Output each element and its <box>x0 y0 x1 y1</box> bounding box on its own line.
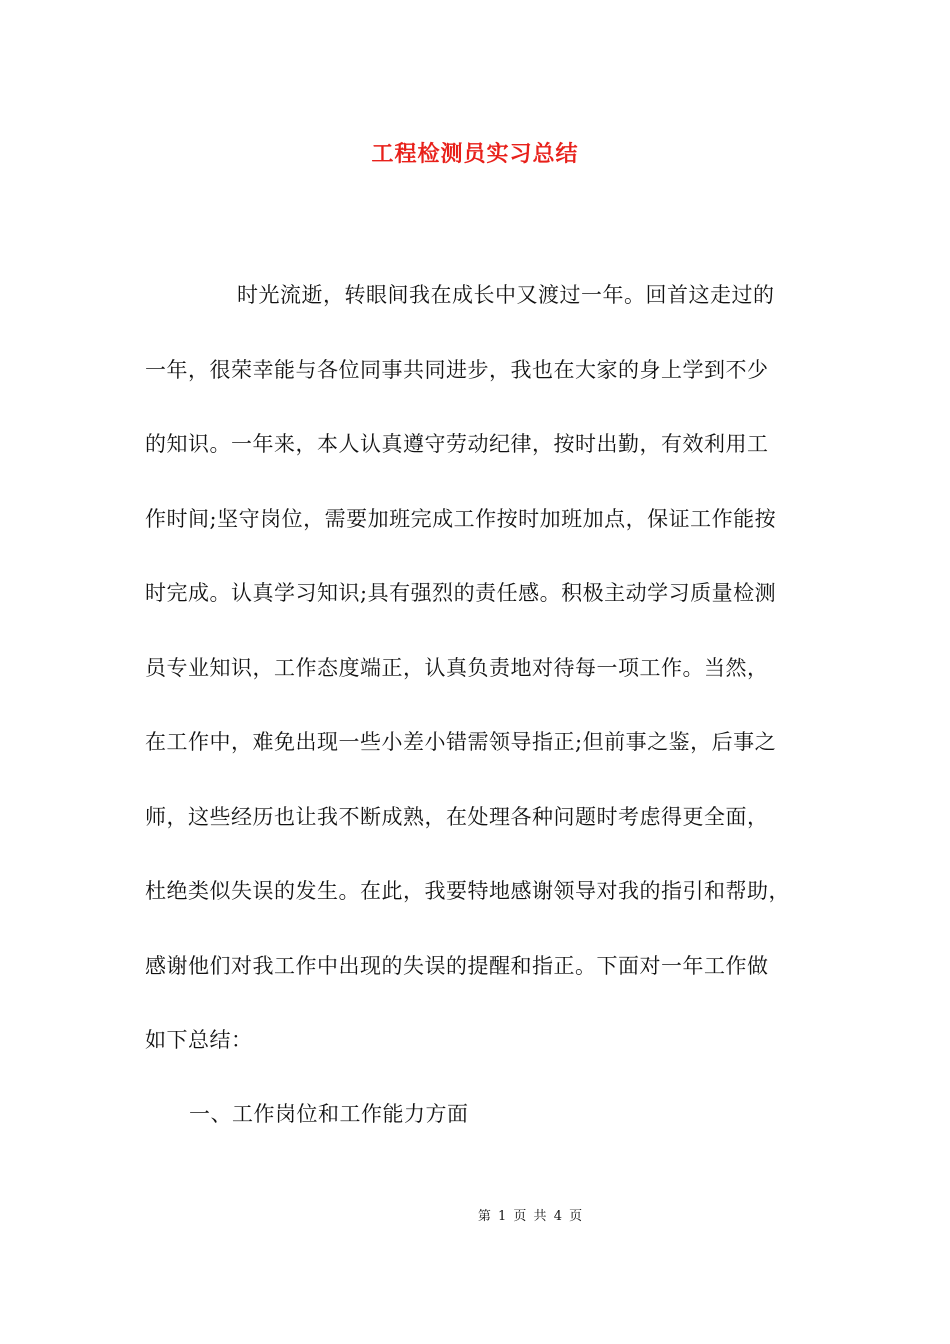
paragraph-line: 的知识。一年来，本人认真遵守劳动纪律，按时出勤，有效利用工 <box>145 432 769 456</box>
paragraph-line: 杜绝类似失误的发生。在此，我要特地感谢领导对我的指引和帮助， <box>145 879 790 903</box>
body-paragraph <box>145 275 835 1095</box>
page-number-footer: 第 1 页 共 4 页 <box>477 1209 583 1224</box>
paragraph-line: 感谢他们对我工作中出现的失误的提醒和指正。下面对一年工作做 <box>145 953 769 978</box>
paragraph-line: 时完成。认真学习知识;具有强烈的责任感。积极主动学习质量检测 <box>145 581 777 605</box>
paragraph-line: 如下总结： <box>145 1028 253 1052</box>
paragraph-line: 时光流逝，转眼间我在成长中又渡过一年。回首这走过的 <box>237 283 775 307</box>
section-heading: 一、工作岗位和工作能力方面 <box>189 1102 469 1126</box>
document-title: 工程检测员实习总结 <box>371 141 579 167</box>
paragraph-line: 师，这些经历也让我不断成熟，在处理各种问题时考虑得更全面， <box>145 804 769 829</box>
paragraph-line: 作时间;坚守岗位，需要加班完成工作按时加班加点，保证工作能按 <box>145 506 777 531</box>
paragraph-line: 在工作中，难免出现一些小差小错需领导指正;但前事之鉴，后事之 <box>145 730 777 754</box>
paragraph-line: 一年，很荣幸能与各位同事共同进步，我也在大家的身上学到不少 <box>145 357 769 382</box>
paragraph-line: 员专业知识，工作态度端正，认真负责地对待每一项工作。当然， <box>145 655 769 680</box>
